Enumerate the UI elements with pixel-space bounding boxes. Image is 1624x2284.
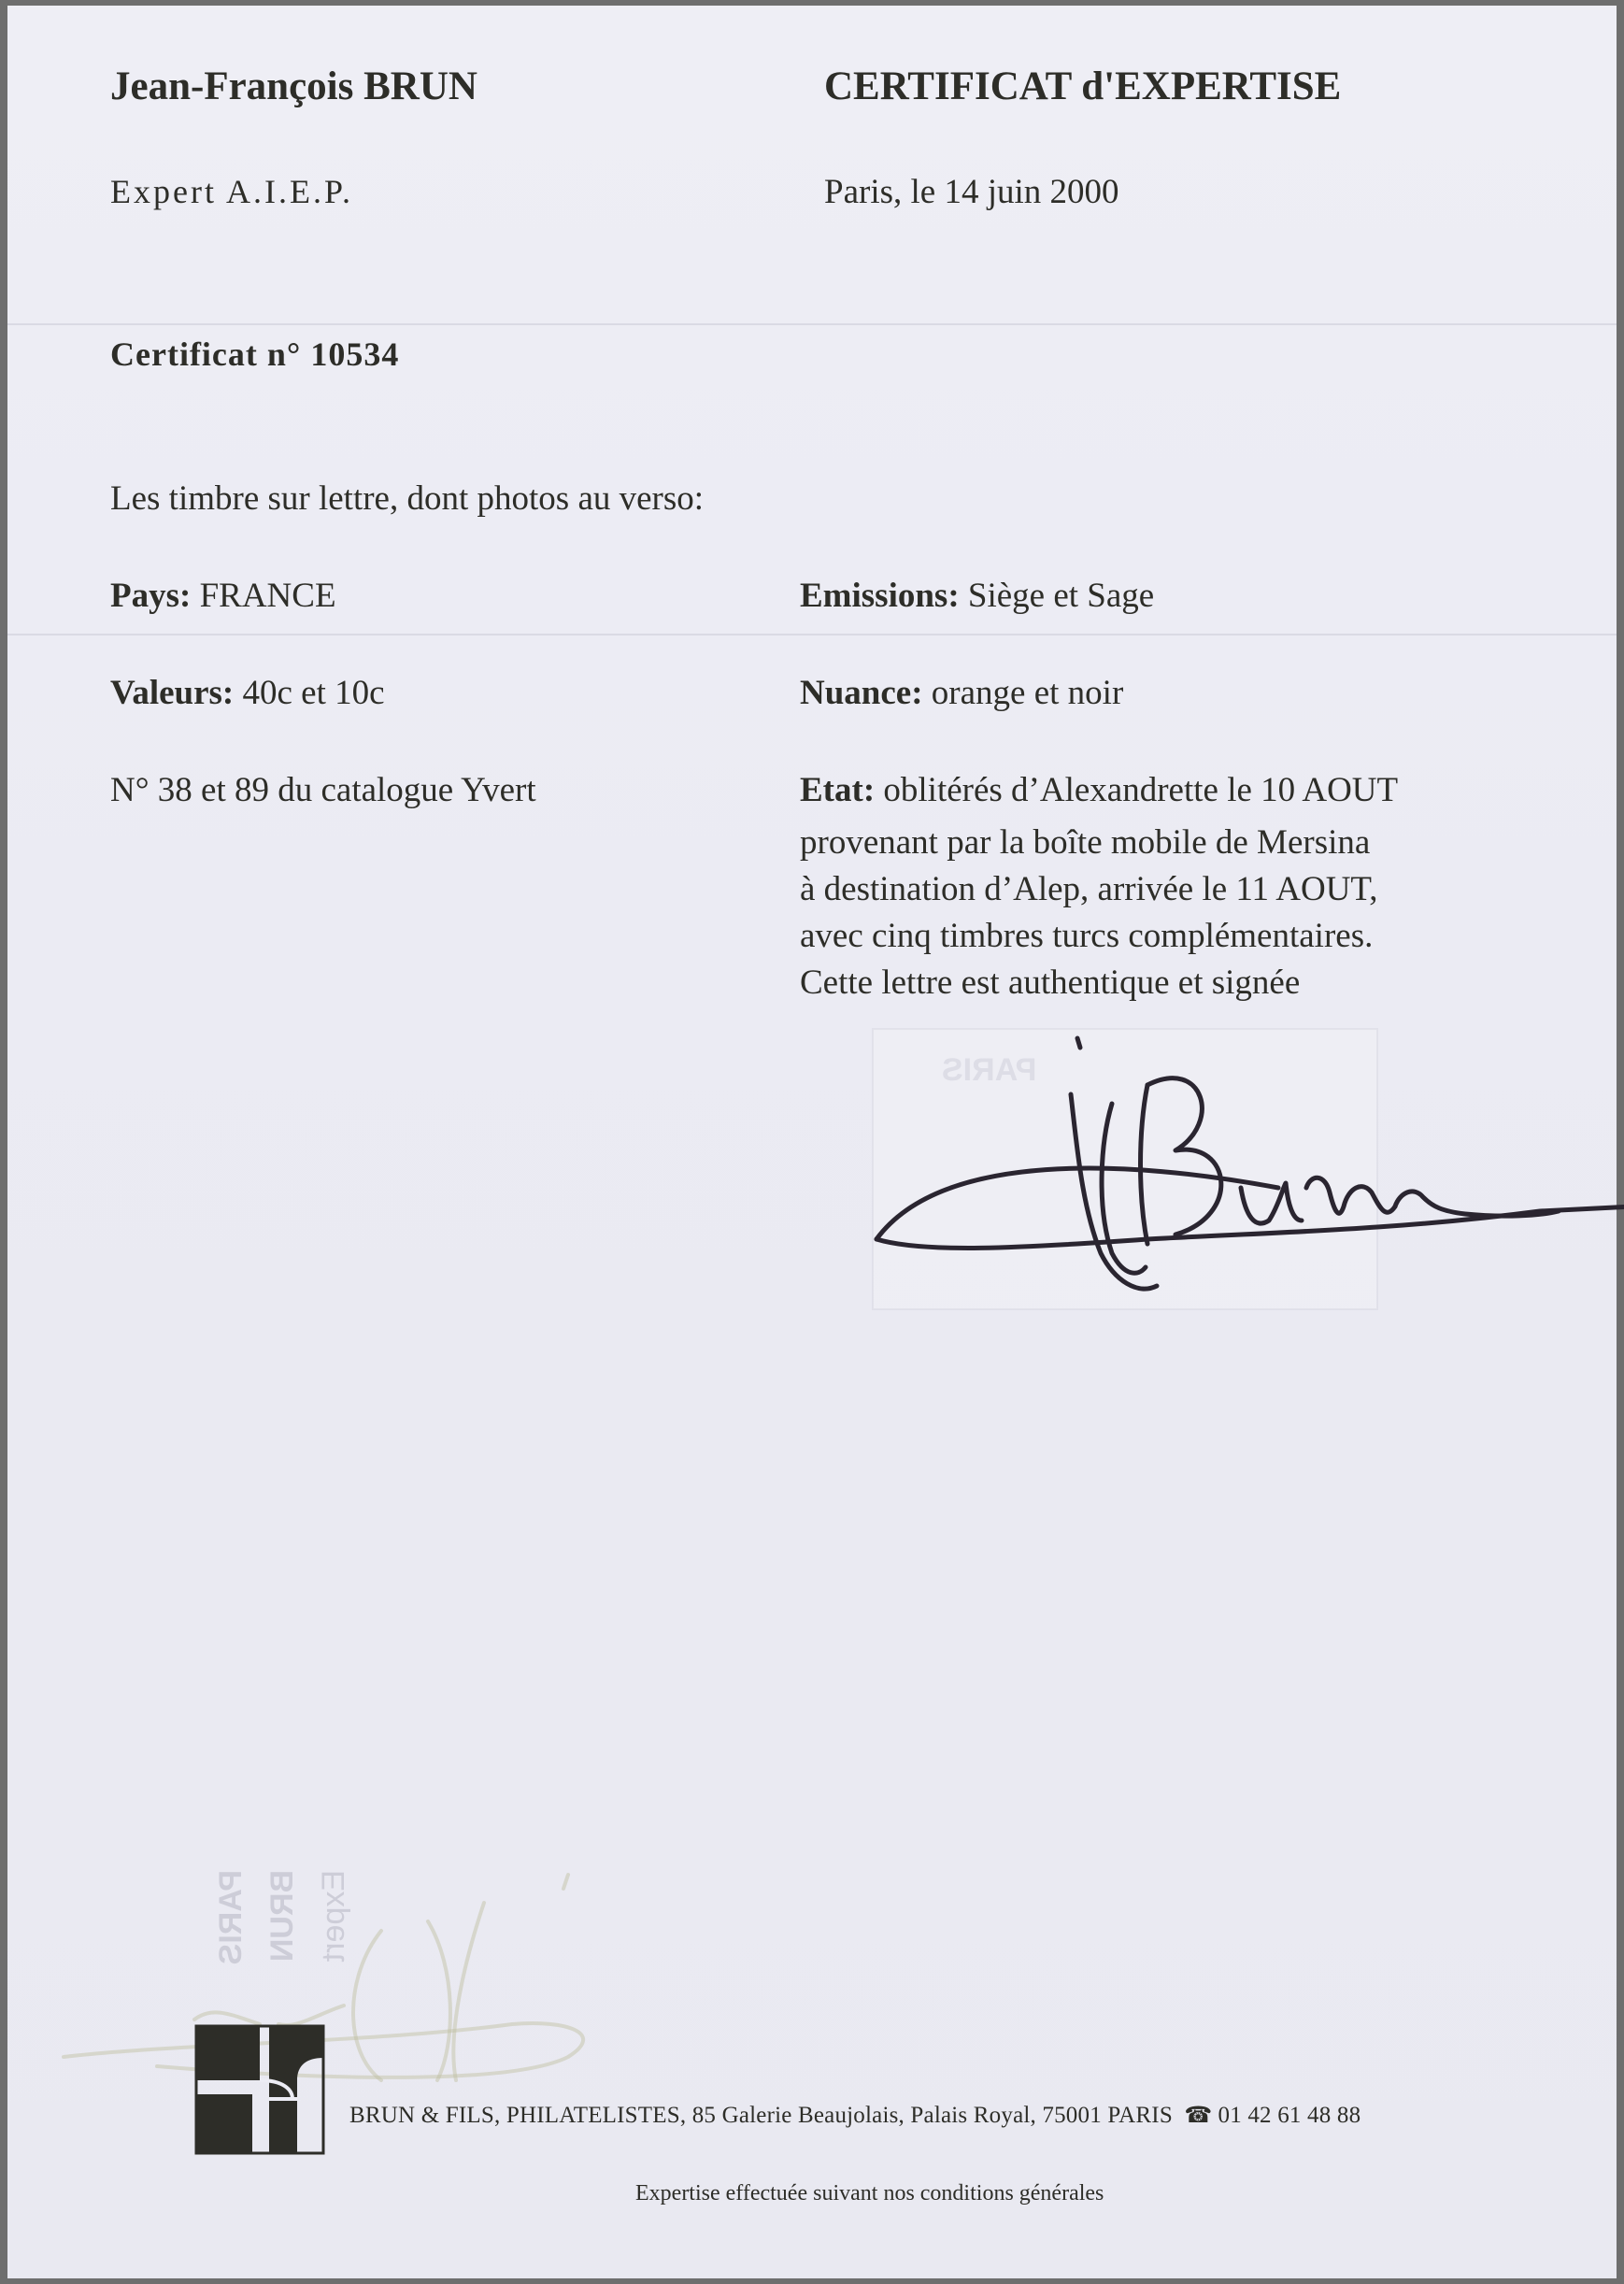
etat-label: Etat: (800, 771, 876, 809)
pays-value: FRANCE (199, 577, 336, 615)
valeurs-label: Valeurs: (110, 674, 235, 712)
etat-field (800, 770, 1398, 810)
telephone-icon: ☎ (1184, 2104, 1213, 2128)
conditions-note: Expertise effectuée suivant nos conditions générales (635, 2181, 1104, 2205)
place-date: Paris, le 14 juin 2000 (824, 173, 1119, 211)
paper-fold (7, 323, 1617, 325)
etat-line: oblitérés d’Alexandrette le 10 AOUT (883, 771, 1399, 809)
address-text: BRUN & FILS, PHILATELISTES, 85 Galerie Beaujolais, Palais Royal, 75001 PARIS (349, 2103, 1173, 2128)
catalogue-reference: N° 38 et 89 du catalogue Yvert (110, 771, 536, 809)
certificate-number: Certificat n° 10534 (110, 335, 400, 373)
expert-credential: Expert A.I.E.P. (110, 173, 353, 210)
etat-line: Cette lettre est authentique et signée (800, 964, 1301, 1002)
nuance-label: Nuance: (800, 674, 923, 712)
valeurs-field (110, 673, 385, 713)
emissions-value: Siège et Sage (967, 577, 1155, 615)
etat-line: provenant par la boîte mobile de Mersina (800, 823, 1371, 862)
document-title: CERTIFICAT d'EXPERTISE (824, 64, 1342, 108)
valeurs-value: 40c et 10c (242, 674, 385, 712)
company-address (349, 2102, 1360, 2129)
nuance-value: orange et noir (931, 674, 1124, 712)
phone-number: 01 42 61 48 88 (1218, 2103, 1361, 2128)
expert-name: Jean-François BRUN (110, 64, 477, 108)
brun-fils-logo (194, 2024, 325, 2155)
ghost-stamp-text: Expert (316, 1870, 351, 1963)
intro-text: Les timbre sur lettre, dont photos au verso: (110, 479, 705, 518)
emissions-field (800, 576, 1154, 616)
etat-line: avec cinq timbres turcs complémentaires. (800, 917, 1374, 955)
paper-fold (7, 634, 1617, 635)
nuance-field (800, 673, 1123, 713)
etat-line: à destination d’Alep, arrivée le 11 AOUT, (800, 870, 1378, 908)
ghost-signature (45, 1865, 774, 2108)
emissions-label: Emissions: (800, 577, 960, 615)
handwritten-signature (867, 1020, 1624, 1328)
ghost-stamp-text: PARIS (213, 1870, 249, 1965)
certificate-page (7, 6, 1617, 2278)
pays-field (110, 576, 336, 616)
ghost-stamp-text: BRUN (264, 1870, 300, 1963)
pays-label: Pays: (110, 577, 192, 615)
